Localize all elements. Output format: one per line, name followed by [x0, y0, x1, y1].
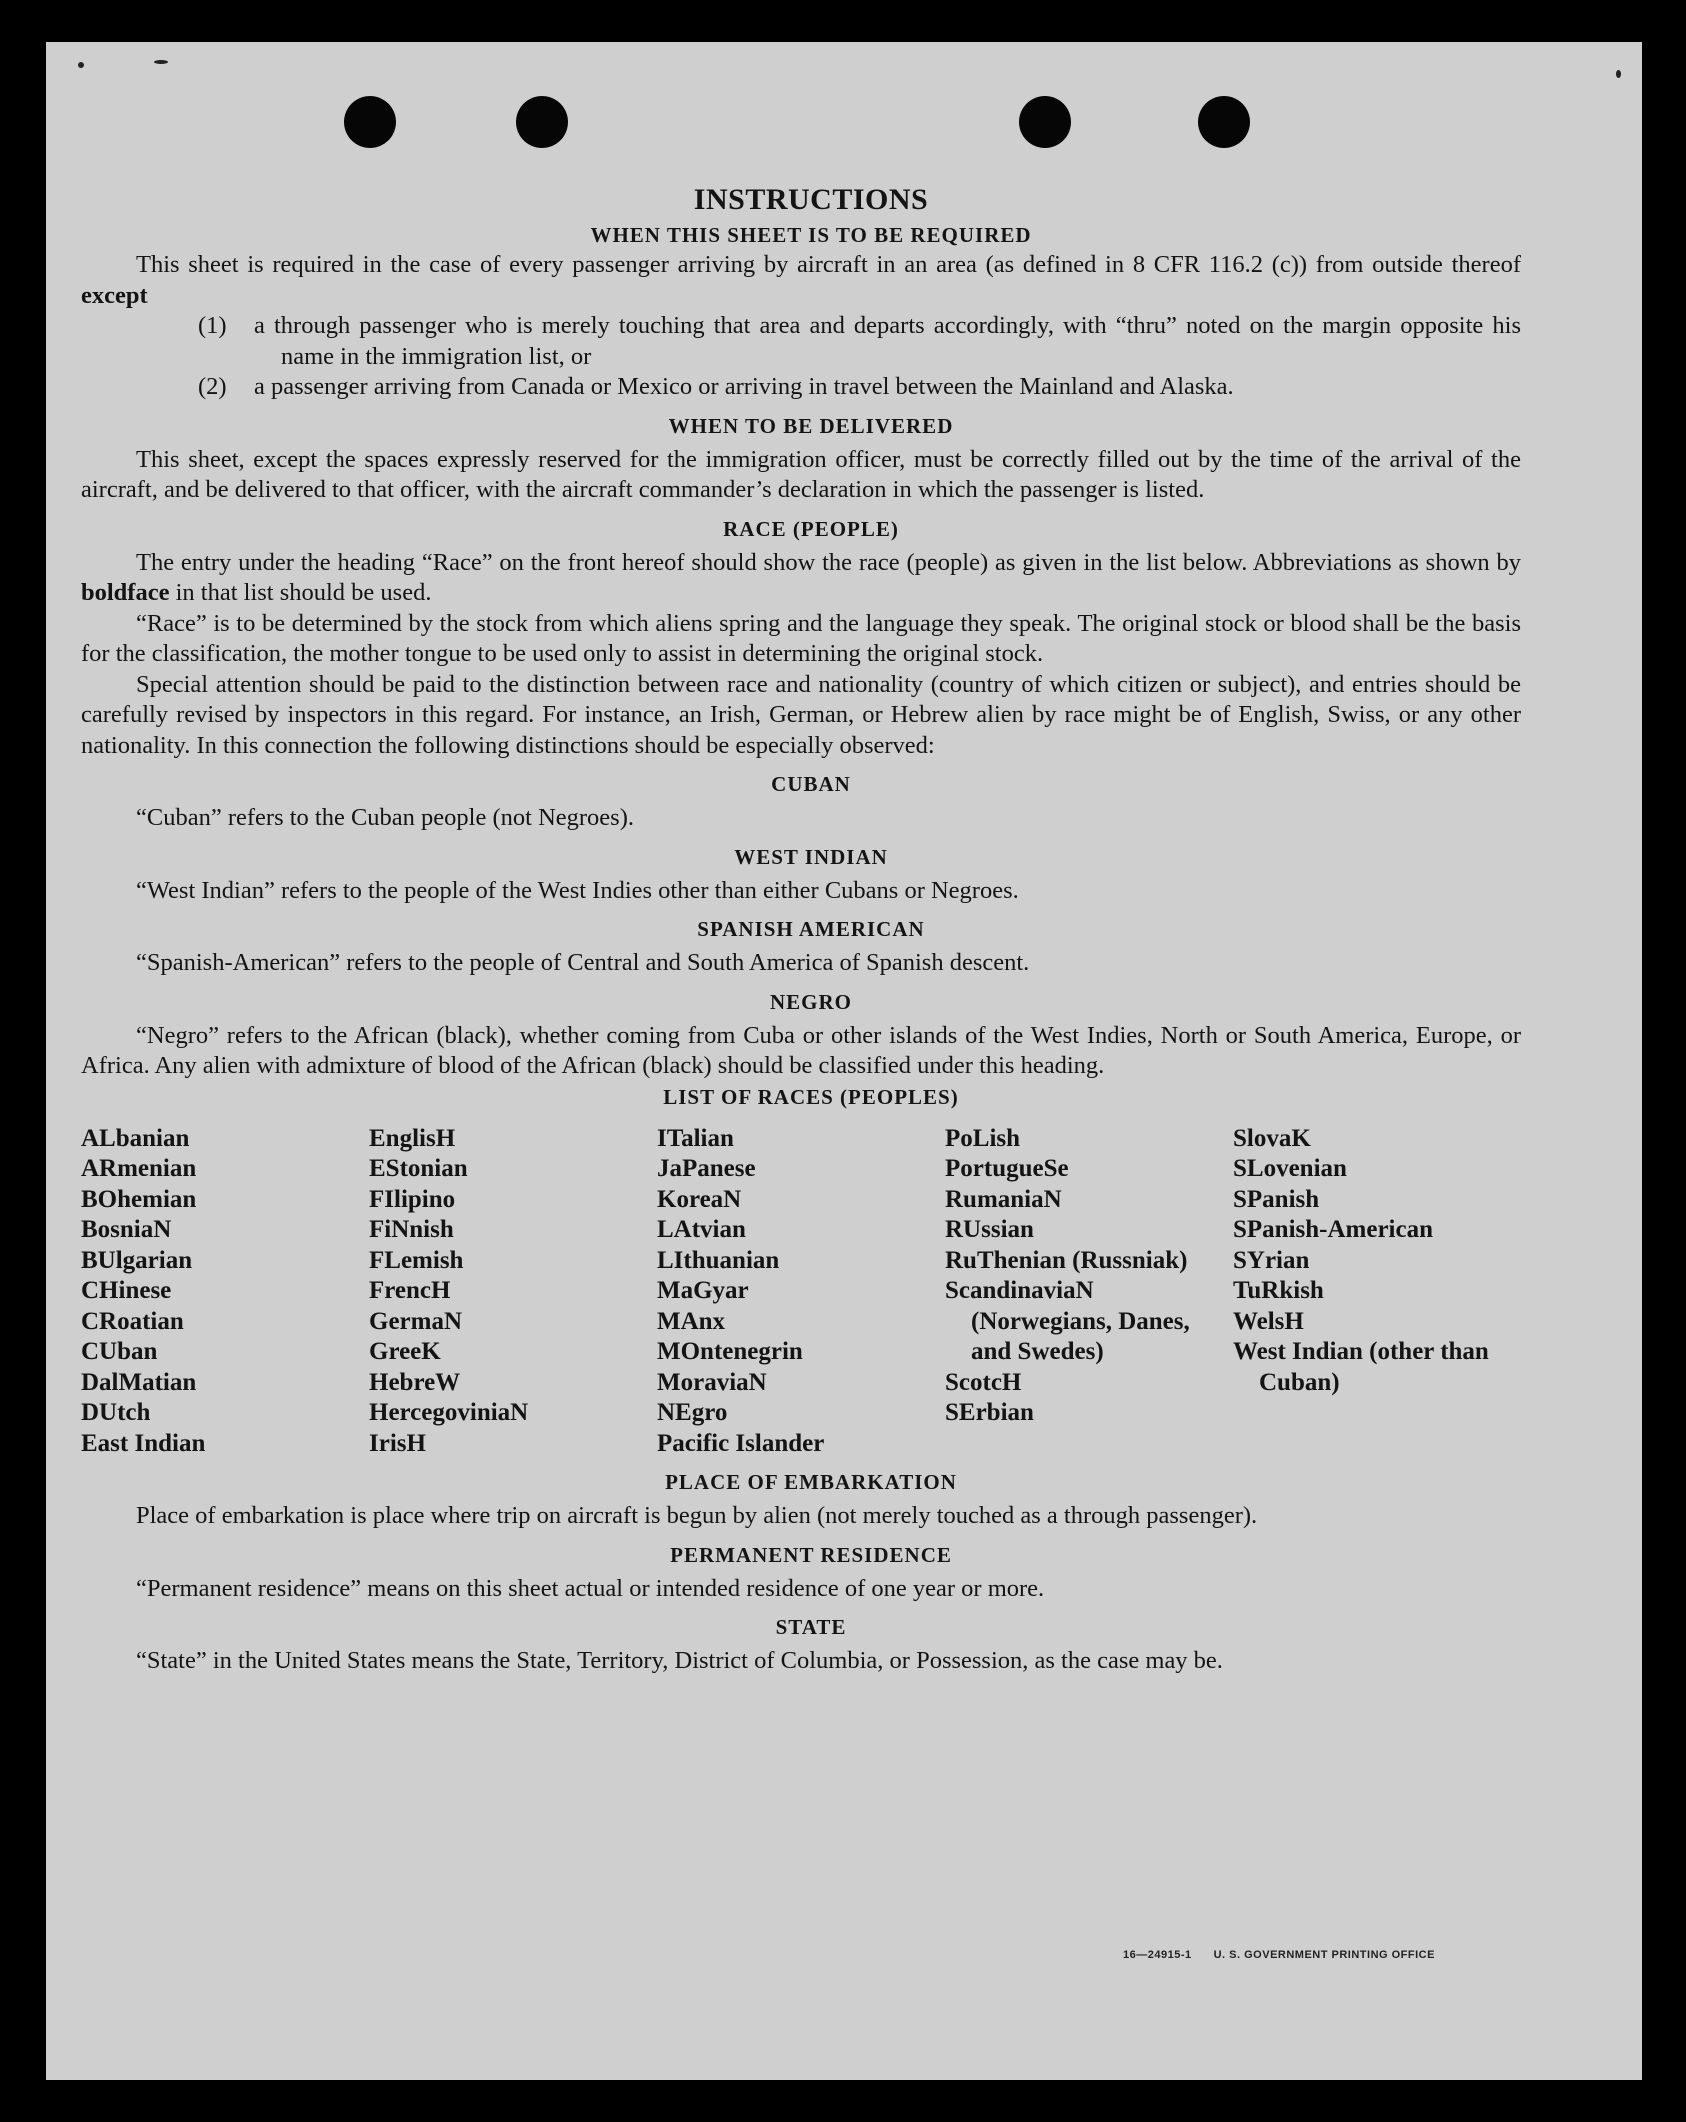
- heading-spanish-american: SPANISH AMERICAN: [697, 917, 925, 941]
- race-entry: NEgro: [657, 1399, 728, 1426]
- ink-speck: [154, 60, 168, 64]
- punch-hole: [516, 96, 568, 148]
- race-entry: SLovenian: [1233, 1155, 1347, 1182]
- negro-text: “Negro” refers to the African (black), whether coming from Cuba or other islands of the West Indies, North or South America, Europe, or Africa. Any alien with admixture of blood of the African (black) should be classified under this heading.: [81, 1021, 1521, 1079]
- punch-hole: [344, 96, 396, 148]
- race-entry: MaGyar: [657, 1277, 749, 1304]
- race-entry: CUban: [81, 1338, 158, 1365]
- race-entry: TuRkish: [1233, 1277, 1324, 1304]
- state-text: “State” in the United States means the State, Territory, District of Columbia, or Possession, as the case may be.: [136, 1647, 1223, 1674]
- residence-text: “Permanent residence” means on this sheet actual or intended residence of one year or more.: [136, 1574, 1045, 1602]
- race-entry: FIlipino: [369, 1185, 456, 1213]
- punch-hole: [1019, 96, 1071, 148]
- race-entry: SPanish: [1233, 1185, 1320, 1213]
- race-entry: SlovaK: [1233, 1124, 1311, 1152]
- race-entry: LAtvian: [657, 1216, 746, 1243]
- race-entry: Pacific Islander: [657, 1429, 825, 1457]
- race-entry: WelsH: [1233, 1307, 1304, 1335]
- race-entry: SPanish-American: [1233, 1216, 1433, 1243]
- page-title: INSTRUCTIONS: [693, 183, 929, 216]
- exception-item: (1) a through passenger who is merely touching that area and departs accordingly, with “thru” noted on the margin opposite his name in the immigration list, or: [198, 312, 1521, 370]
- heading-permanent-residence: PERMANENT RESIDENCE: [670, 1542, 952, 1567]
- race-entry: PoLish: [945, 1124, 1021, 1152]
- race-entry: EStonian: [369, 1155, 468, 1182]
- race-entry: BUlgarian: [81, 1246, 193, 1274]
- heading-negro: NEGRO: [769, 989, 852, 1014]
- race-entry: HebreW: [369, 1368, 461, 1396]
- ink-speck: [78, 62, 84, 68]
- race-entry: HercegoviniaN: [369, 1399, 529, 1426]
- west-indian-text: “West Indian” refers to the people of the West Indies other than either Cubans or Negroes.: [136, 876, 1019, 904]
- races-column: [81, 1124, 369, 1460]
- race-entry: DUtch: [81, 1399, 151, 1426]
- race-entry: GermaN: [369, 1307, 463, 1335]
- embarkation-text: Place of embarkation is place where trip on aircraft is begun by alien (not merely touched as a through passenger).: [136, 1502, 1258, 1529]
- race-entry: RuThenian (Russniak): [945, 1246, 1188, 1274]
- race-entry: FiNnish: [369, 1216, 454, 1243]
- race-entry: GreeK: [369, 1338, 441, 1365]
- races-column: [369, 1124, 657, 1460]
- race-entry: FrencH: [369, 1277, 451, 1304]
- race-paragraph-1: The entry under the heading “Race” on the front hereof should show the race (people) as given in the list below. Abbreviations as shown by boldface in that list should be used.: [81, 548, 1521, 606]
- heading-west-indian: WEST INDIAN: [734, 844, 888, 869]
- ink-speck: [1616, 70, 1621, 78]
- race-entry: MAnx: [657, 1307, 726, 1335]
- race-entry: RUssian: [945, 1216, 1034, 1243]
- print-footer: [1123, 1949, 1435, 1961]
- race-entry: East Indian: [81, 1429, 206, 1457]
- instructions-body: [81, 182, 1521, 1677]
- when-required-intro: This sheet is required in the case of every passenger arriving by aircraft in an area (as defined in 8 CFR 116.2 (c)) from outside thereof except: [81, 251, 1521, 309]
- heading-when-delivered: WHEN TO BE DELIVERED: [668, 413, 954, 438]
- race-entry: MOntenegrin: [657, 1338, 803, 1365]
- race-entry: West Indian (other than Cuban): [1233, 1338, 1489, 1396]
- race-entry: PortugueSe: [945, 1155, 1069, 1182]
- race-paragraph-3: Special attention should be paid to the distinction between race and nationality (country of which citizen or subject), and entries should be carefully revised by inspectors in this regard. For instance, an Irish, German, or Hebrew alien by race might be of English, Swiss, or any other nationality. In this connection the following distinctions should be especially observed:: [81, 670, 1521, 759]
- race-entry: SYrian: [1233, 1246, 1310, 1274]
- printer-credit: U. S. GOVERNMENT PRINTING OFFICE: [1213, 1949, 1435, 1961]
- exception-item: (2) a passenger arriving from Canada or Mexico or arriving in travel between the Mainland and Alaska.: [198, 373, 1234, 400]
- spanish-american-text: “Spanish-American” refers to the people of Central and South America of Spanish descent.: [136, 949, 1030, 976]
- document-page: [46, 42, 1642, 2080]
- race-entry: FLemish: [369, 1246, 464, 1274]
- race-entry: BOhemian: [81, 1185, 197, 1213]
- heading-place-of-embarkation: PLACE OF EMBARKATION: [665, 1470, 957, 1494]
- race-entry: RumaniaN: [945, 1185, 1062, 1213]
- heading-list-of-races: LIST OF RACES (PEOPLES): [663, 1084, 959, 1109]
- heading-state: STATE: [775, 1615, 847, 1639]
- race-entry: ARmenian: [81, 1155, 197, 1182]
- race-entry: MoraviaN: [657, 1368, 767, 1396]
- punch-hole: [1198, 96, 1250, 148]
- race-entry: IrisH: [369, 1429, 426, 1457]
- race-entry: BosniaN: [81, 1216, 172, 1243]
- heading-when-required: WHEN THIS SHEET IS TO BE REQUIRED: [590, 223, 1032, 247]
- races-column: [945, 1124, 1233, 1460]
- heading-cuban: CUBAN: [771, 772, 851, 796]
- races-list: [81, 1124, 1521, 1460]
- race-entry: CHinese: [81, 1277, 172, 1304]
- race-entry: CRoatian: [81, 1307, 184, 1335]
- race-entry: ALbanian: [81, 1124, 190, 1152]
- race-entry: ScandinaviaN (Norwegians, Danes, and Swedes): [945, 1277, 1190, 1365]
- form-code: 16—24915-1: [1123, 1949, 1192, 1961]
- race-entry: ScotcH: [945, 1368, 1022, 1396]
- race-entry: ITalian: [657, 1124, 734, 1152]
- race-entry: LIthuanian: [657, 1246, 780, 1274]
- race-entry: KoreaN: [657, 1185, 742, 1213]
- race-entry: EnglisH: [369, 1124, 456, 1152]
- cuban-text: “Cuban” refers to the Cuban people (not Negroes).: [136, 804, 634, 831]
- races-column: [1233, 1124, 1521, 1460]
- heading-race: RACE (PEOPLE): [723, 516, 899, 541]
- race-entry: SErbian: [945, 1399, 1034, 1426]
- races-column: [657, 1124, 945, 1460]
- when-delivered-text: This sheet, except the spaces expressly reserved for the immigration officer, must be correctly filled out by the time of the arrival of the aircraft, and be delivered to that officer, with the aircraft commander’s declaration in which the passenger is listed.: [81, 445, 1521, 503]
- race-entry: JaPanese: [657, 1155, 756, 1182]
- race-paragraph-2: “Race” is to be determined by the stock from which aliens spring and the language they speak. The original stock or blood shall be the basis for the classification, the mother tongue to be used only to assist in determining the original stock.: [81, 609, 1521, 667]
- race-entry: DalMatian: [81, 1368, 197, 1396]
